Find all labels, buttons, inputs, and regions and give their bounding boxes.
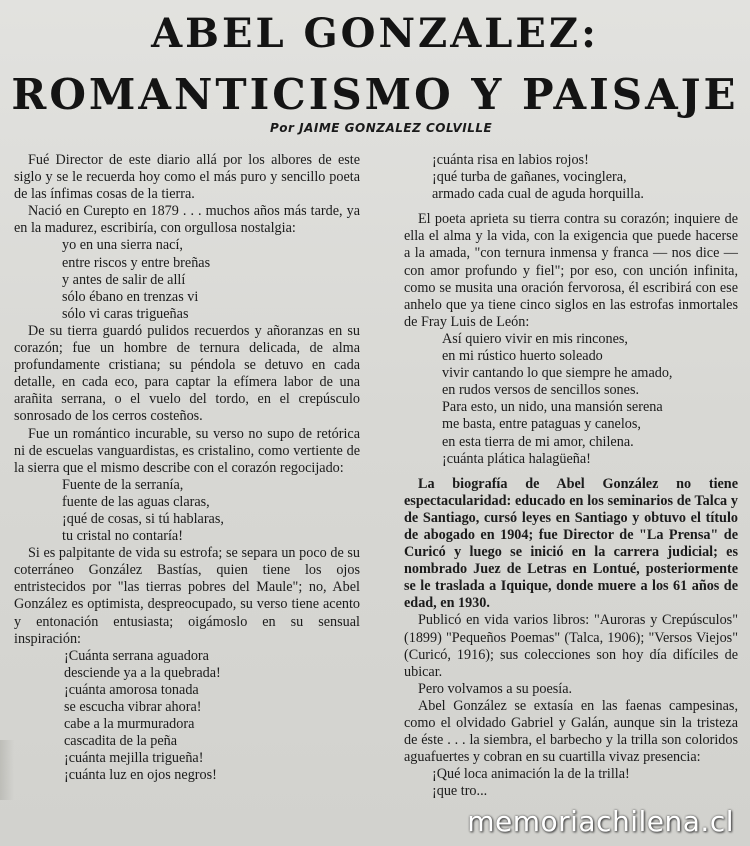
verse-block <box>404 331 738 468</box>
byline: Por JAIME GONZALEZ COLVILLE <box>270 121 493 135</box>
verse-line: y antes de salir de allí <box>62 271 186 288</box>
verse-line: tu cristal no contaría! <box>62 528 183 545</box>
verse-line: desciende ya a la quebrada! <box>64 664 221 681</box>
verse-line: me basta, entre pataguas y canelos, <box>442 416 641 433</box>
paragraph: Nació en Curepto en 1879 . . . muchos años más tarde, ya en la madurez, escribiría, con orgullosa nostalgia: <box>14 203 360 237</box>
verse-line: cabe a la murmuradora <box>64 716 195 733</box>
verse-line: Así quiero vivir en mis rincones, <box>442 330 628 347</box>
verse-block <box>404 766 738 800</box>
right-column <box>404 152 738 800</box>
paragraph: De su tierra guardó pulidos recuerdos y añoranzas en su corazón; fue un hombre de ternura delicada, de alma profundamente cristiana; su péndola se detuvo en cada detalle, en cada eco, para captar la efímera labor de una arañita serrana, o el vuelo del tordo, en el crepúsculo sonrosado de los cerros costeños. <box>14 322 360 425</box>
verse-line: sólo ébano en trenzas vi <box>62 288 199 305</box>
paragraph: Pero volvamos a su poesía. <box>418 680 573 697</box>
paragraph: Publicó en vida varios libros: "Auroras y Crepúsculos" (1899) "Pequeños Poemas" (Talca, 1906); "Versos Viejos" (Curicó, 1916); sus colecciones son hoy día difíciles de ubicar. <box>404 612 738 680</box>
paragraph: La biografía de Abel González no tiene espectacularidad: educado en los seminarios de Talca y de Santiago, cursó leyes en Santiago y obtuvo el título de abogado en 1904; fue Director de "La Prensa" de Curicó y luego se inició en la carrera judicial; es nombrado Juez de Letras en Lontué, posteriormente se le traslada a Iquique, donde muere a los 61 años de edad, en 1930. <box>404 475 738 612</box>
verse-line: ¡Qué loca animación la de la trilla! <box>432 766 630 783</box>
verse-line: Fuente de la serranía, <box>62 476 184 493</box>
verse-block <box>14 648 360 785</box>
verse-line: en mi rústico huerto soleado <box>442 348 603 365</box>
paragraph: Fue un romántico incurable, su verso no supo de retórica ni de escuelas vanguardistas, es cristalino, como vertiente de la sierra que el mismo describe con el corazón regocijado: <box>14 425 360 476</box>
verse-line: cascadita de la peña <box>64 733 178 750</box>
verse-line: armado cada cual de aguda horquilla. <box>432 186 644 203</box>
verse-line: ¡Cuánta serrana aguadora <box>64 647 209 664</box>
verse-line: ¡cuánta plática halagüeña! <box>442 450 591 467</box>
verse-block <box>14 237 360 322</box>
page-smudge <box>0 740 14 800</box>
verse-line: vivir cantando lo que siempre he amado, <box>442 365 673 382</box>
watermark-logo: memoriachilena.cl <box>467 805 734 838</box>
verse-line: ¡cuánta risa en labios rojos! <box>432 152 589 168</box>
paragraph: Fué Director de este diario allá por los albores de este siglo y se le recuerda hoy como el más puro y sencillo poeta de las ínfimas cosas de la tierra. <box>14 152 360 203</box>
verse-line: Para esto, un nido, una mansión serena <box>442 399 663 416</box>
verse-block <box>404 152 738 203</box>
headline-line-1: ABEL GONZALEZ: <box>151 10 599 57</box>
verse-line: en rudos versos de sencillos sones. <box>442 382 640 399</box>
verse-line: ¡qué turba de gañanes, vocinglera, <box>432 169 627 186</box>
verse-line: se escucha vibrar ahora! <box>64 699 202 715</box>
verse-line: ¡que tro... <box>432 783 488 800</box>
verse-line: entre riscos y entre breñas <box>62 254 211 271</box>
verse-line: ¡cuánta mejilla trigueña! <box>64 750 204 767</box>
verse-line: ¡qué de cosas, si tú hablaras, <box>62 510 224 527</box>
paragraph: Abel González se extasía en las faenas campesinas, como el olvidado Gabriel y Galán, aunque sin la tristeza de éste . . . la siembra, el barbecho y la trilla son coloridos aguafuertes y cobran en su cuartilla vivaz presencia: <box>404 697 738 766</box>
headline-line-2: ROMANTICISMO Y PAISAJE <box>11 70 739 119</box>
verse-line: fuente de las aguas claras, <box>62 493 210 510</box>
verse-line: ¡cuánta amorosa tonada <box>64 681 199 698</box>
paragraph: El poeta aprieta su tierra contra su corazón; inquiere de ella el alma y la vida, con la exigencia que puede hacerse a la amada, "con ternura inmensa y franca — nos dice — con amor profundo y fiel"; por eso, con unción infinita, como se musita una oración fervorosa, él escribirá con ese anhelo que ya tiene cinco siglos en las estrofas inmortales de Fray Luis de León: <box>404 211 738 330</box>
paragraph: Si es palpitante de vida su estrofa; se separa un poco de su coterráneo González Bastías, quien tiene los ojos entristecidos por "las tierras pobres del Maule"; no, Abel González es optimista, despreocupado, su verso tiene acento y entonación entusiasta; oigámoslo en su sensual inspiración: <box>14 545 360 647</box>
verse-line: sólo vi caras trigueñas <box>62 305 189 322</box>
verse-block <box>14 477 360 545</box>
verse-line: yo en una sierra nací, <box>62 237 183 254</box>
verse-line: en esta tierra de mi amor, chilena. <box>442 433 634 450</box>
left-column <box>14 152 360 784</box>
verse-line: ¡cuánta luz en ojos negros! <box>64 767 217 784</box>
